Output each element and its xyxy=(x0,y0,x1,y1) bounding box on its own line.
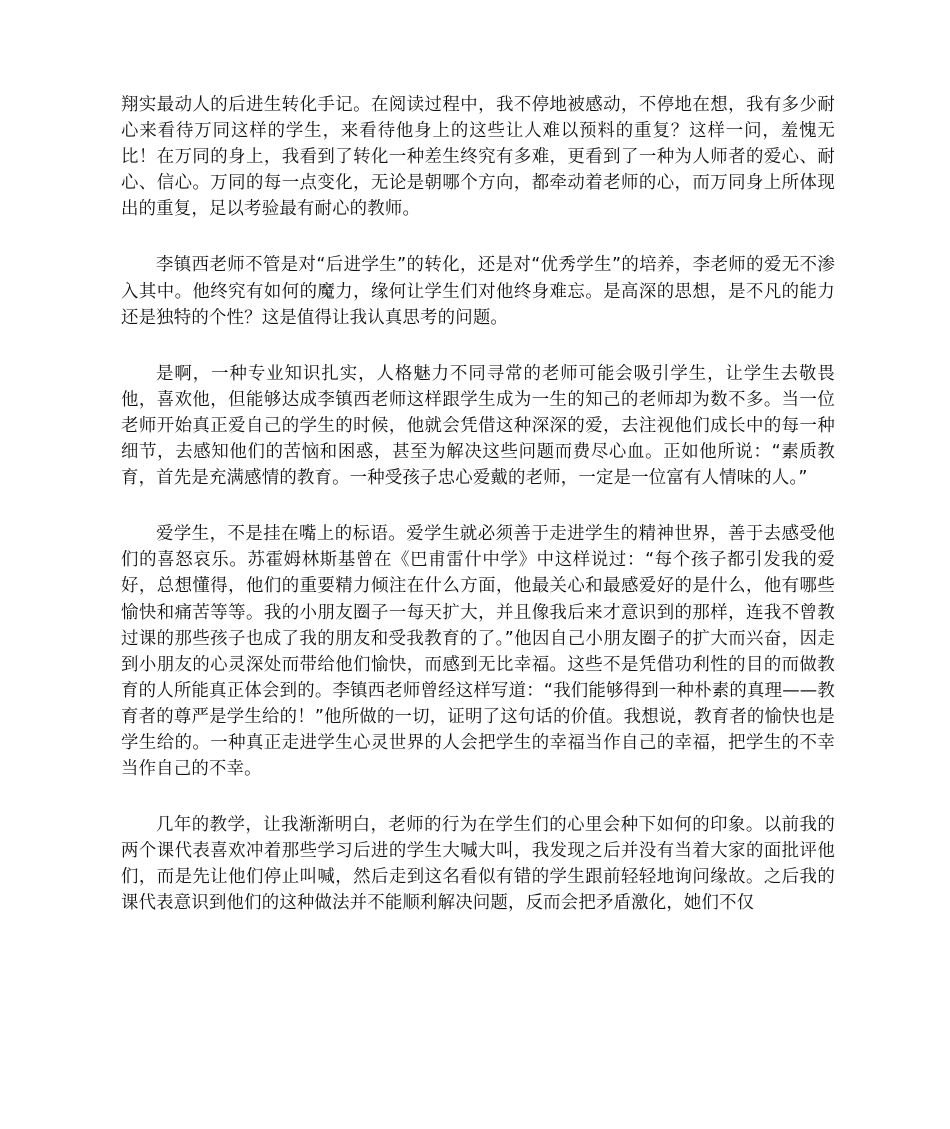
document-page xyxy=(121,92,835,947)
paragraph-3: 是啊，一种专业知识扎实，人格魅力不同寻常的老师可能会吸引学生，让学生去敬畏他，喜欢他，但能够达成李镇西老师这样跟学生成为一生的知己的老师却为数不多。当一位老师开始真正爱自己的学生的时候，他就会凭借这种深深的爱，去注视他们成长中的每一种细节，去感知他们的苦恼和困惑，甚至为解决这些问题而费尽心血。正如他所说：“素质教育，首先是充满感情的教育。一种受孩子忠心爱戴的老师，一定是一位富有人情味的人。” xyxy=(121,363,835,489)
paragraph-2: 李镇西老师不管是对“后进学生”的转化，还是对“优秀学生”的培养，李老师的爱无不渗入其中。他终究有如何的魔力，缘何让学生们对他终身难忘。是高深的思想，是不凡的能力还是独特的个性？这是值得让我认真思考的问题。 xyxy=(121,255,835,328)
paragraph-1: 翔实最动人的后进生转化手记。在阅读过程中，我不停地被感动，不停地在想，我有多少耐心来看待万同这样的学生，来看待他身上的这些让人难以预料的重复？这样一问，羞愧无比！在万同的身上，我看到了转化一种差生终究有多难，更看到了一种为人师者的爱心、耐心、信心。万同的每一点变化，无论是朝哪个方向，都牵动着老师的心，而万同身上所体现出的重复，足以考验最有耐心的教师。 xyxy=(121,95,835,220)
paragraph-5: 几年的教学，让我渐渐明白，老师的行为在学生们的心里会种下如何的印象。以前我的两个课代表喜欢冲着那些学习后进的学生大喊大叫，我发现之后并没有当着大家的面批评他们，而是先让他们停止叫喊，然后走到这名看似有错的学生跟前轻轻地询问缘故。之后我的课代表意识到他们的这种做法并不能顺利解决问题，反而会把矛盾激化，她们不仅 xyxy=(121,815,835,914)
paragraph-4: 爱学生，不是挂在嘴上的标语。爱学生就必须善于走进学生的精神世界，善于去感受他们的喜怒哀乐。苏霍姆林斯基曾在《巴甫雷什中学》中这样说过：“每个孩子都引发我的爱好，总想懂得，他们的重要精力倾注在什么方面，他最关心和最感爱好的是什么，他有哪些愉快和痛苦等等。我的小朋友圈子一每天扩大，并且像我后来才意识到的那样，连我不曾教过课的那些孩子也成了我的朋友和受我教育的了。”他因自己小朋友圈子的扩大而兴奋，因走到小朋友的心灵深处而带给他们愉快，而感到无比幸福。这些不是凭借功利性的目的而做教育的人所能真正体会到的。李镇西老师曾经这样写道：“我们能够得到一种朴素的真理——教育者的尊严是学生给的！”他所做的一切，证明了这句话的价值。我想说，教育者的愉快也是学生给的。一种真正走进学生心灵世界的人会把学生的幸福当作自己的幸福，把学生的不幸当作自己的不幸。 xyxy=(121,524,835,780)
